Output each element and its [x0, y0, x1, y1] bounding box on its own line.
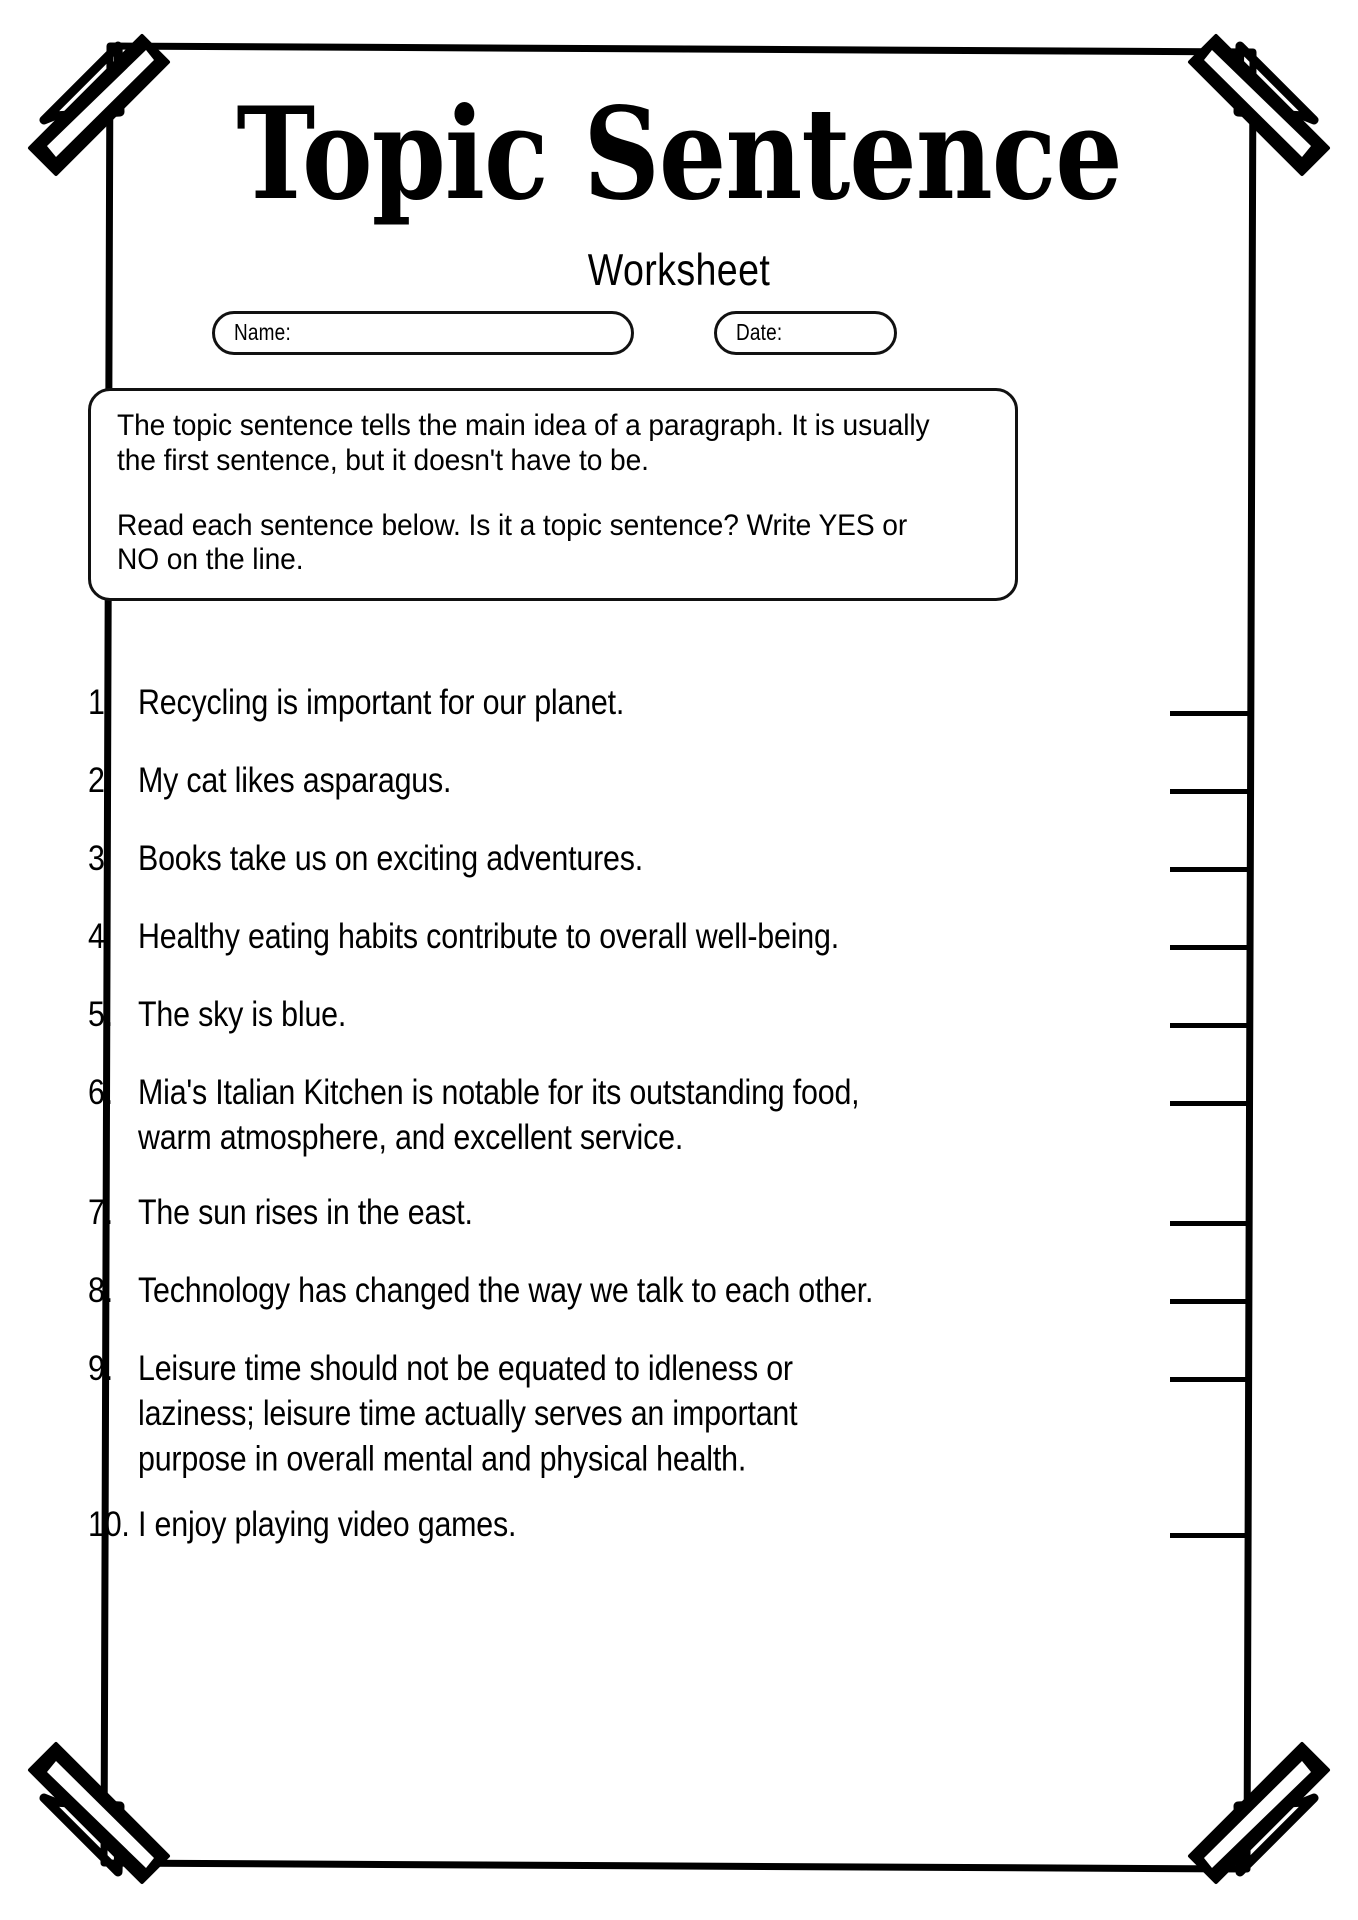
- question-number: 5.: [88, 994, 113, 1034]
- name-field-label: Name:: [234, 319, 291, 345]
- question-number: 9.: [88, 1348, 113, 1388]
- question-text: The sky is blue.: [138, 994, 347, 1034]
- question-number: 6.: [88, 1072, 113, 1112]
- question-text: Books take us on exciting adventures.: [138, 838, 644, 878]
- question-text: I enjoy playing video games.: [138, 1504, 517, 1544]
- question-number: 7.: [88, 1192, 113, 1232]
- page-subtitle: Worksheet: [587, 246, 771, 296]
- question-number: 2.: [88, 760, 113, 800]
- answer-blank-line[interactable]: [1170, 1377, 1248, 1382]
- answer-blank-line[interactable]: [1170, 1533, 1248, 1538]
- answer-blank-line[interactable]: [1170, 1221, 1248, 1226]
- instructions-paragraph-1: The topic sentence tells the main idea of a paragraph. It is usually the first sentence, but it doesn't have to be.: [117, 409, 930, 477]
- question-text: My cat likes asparagus.: [138, 760, 452, 800]
- instructions-paragraph-2: Read each sentence below. Is it a topic sentence? Write YES or NO on the line.: [117, 508, 908, 577]
- answer-blank-line[interactable]: [1170, 867, 1248, 872]
- answer-blank-line[interactable]: [1170, 1023, 1248, 1028]
- question-text: Leisure time should not be equated to idleness or laziness; leisure time actually serves an important purpose in overall mental and physical health.: [138, 1348, 798, 1478]
- question-number: 8.: [88, 1270, 113, 1310]
- answer-blank-line[interactable]: [1170, 1101, 1248, 1106]
- question-number: 4.: [88, 916, 113, 956]
- question-text: Technology has changed the way we talk to each other.: [138, 1270, 874, 1310]
- answer-blank-line[interactable]: [1170, 945, 1248, 950]
- answer-blank-line[interactable]: [1170, 1299, 1248, 1304]
- answer-blank-line[interactable]: [1170, 789, 1248, 794]
- date-field-label: Date:: [736, 319, 783, 345]
- question-text: Healthy eating habits contribute to overall well-being.: [138, 916, 839, 956]
- question-number: 3.: [88, 838, 113, 878]
- question-text: Recycling is important for our planet.: [138, 682, 625, 722]
- page-title: Topic Sentence: [236, 81, 1122, 229]
- question-text: Mia's Italian Kitchen is notable for its outstanding food, warm atmosphere, and excellent service.: [138, 1072, 860, 1157]
- question-number: 10.: [88, 1504, 130, 1544]
- question-text: The sun rises in the east.: [138, 1192, 473, 1232]
- answer-blank-line[interactable]: [1170, 711, 1248, 716]
- question-number: 1.: [88, 682, 113, 722]
